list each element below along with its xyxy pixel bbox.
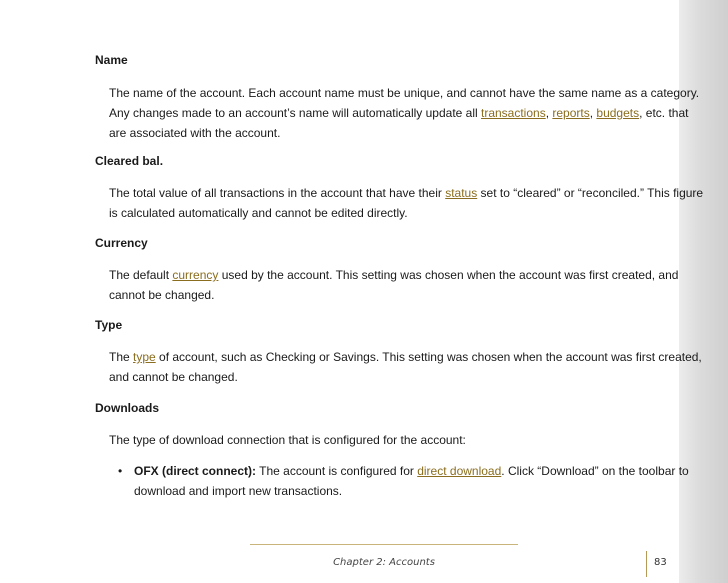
text-run: , etc. that: [639, 106, 689, 120]
bullet-dot: •: [118, 464, 123, 478]
link-reports[interactable]: reports: [552, 106, 590, 120]
term-currency: Currency: [95, 236, 148, 250]
desc-name: [109, 83, 700, 143]
text-run: is calculated automatically and cannot be edited directly.: [109, 206, 408, 220]
desc-currency: [109, 265, 679, 305]
term-cleared-bal: Cleared bal.: [95, 154, 164, 168]
page-number-divider: [646, 551, 647, 577]
text-line: [109, 123, 669, 143]
text-run: and cannot be changed.: [109, 370, 238, 384]
desc-type: [109, 347, 702, 387]
text-run: The total value of all transactions in the account that have their: [109, 186, 446, 200]
bold-label: OFX (direct connect):: [134, 464, 257, 478]
text-run: The account is configured for: [256, 464, 418, 478]
link-currency[interactable]: currency: [172, 268, 219, 282]
text-line: [134, 461, 689, 481]
link-budgets[interactable]: budgets: [596, 106, 640, 120]
text-line: [109, 183, 704, 203]
text-line: [109, 285, 669, 305]
link-direct-download[interactable]: direct download: [417, 464, 502, 478]
link-status[interactable]: status: [445, 186, 478, 200]
link-transactions[interactable]: transactions: [481, 106, 546, 120]
text-run: used by the account. This setting was chosen when the account was first created, and: [218, 268, 679, 282]
text-run: cannot be changed.: [109, 288, 215, 302]
text-line: [109, 347, 702, 367]
page-number: 83: [654, 557, 667, 568]
text-run: ,: [545, 106, 553, 120]
text-run: The: [109, 350, 134, 364]
text-run: of account, such as Checking or Savings. This setting was chosen when the account was first created,: [155, 350, 702, 364]
text-run: are associated with the account.: [109, 126, 281, 140]
term-downloads: Downloads: [95, 401, 160, 415]
desc-downloads: [109, 430, 669, 450]
term-type: Type: [95, 318, 123, 332]
text-run: download and import new transactions.: [134, 484, 343, 498]
bullet-text: [134, 461, 689, 501]
text-line: [109, 83, 700, 103]
text-line: [109, 103, 689, 123]
footer-chapter: Chapter 2: Accounts: [333, 557, 435, 568]
link-type[interactable]: type: [133, 350, 156, 364]
text-run: ,: [589, 106, 597, 120]
text-line: [109, 203, 669, 223]
text-run: The default: [109, 268, 173, 282]
text-run: The type of download connection that is configured for the account:: [109, 433, 466, 447]
text-line: [109, 265, 679, 285]
text-run: . Click “Download” on the toolbar to: [501, 464, 689, 478]
text-line: [134, 481, 689, 501]
text-run: The name of the account. Each account name must be unique, and cannot have the same name as a category.: [109, 86, 700, 100]
text-line: [109, 430, 669, 450]
term-name: Name: [95, 53, 128, 67]
text-run: Any changes made to an account’s name will automatically update all: [109, 106, 481, 120]
text-line: [109, 367, 669, 387]
footer-rule: [250, 544, 518, 545]
text-run: set to “cleared” or “reconciled.” This figure: [477, 186, 704, 200]
desc-cleared-bal: [109, 183, 704, 223]
